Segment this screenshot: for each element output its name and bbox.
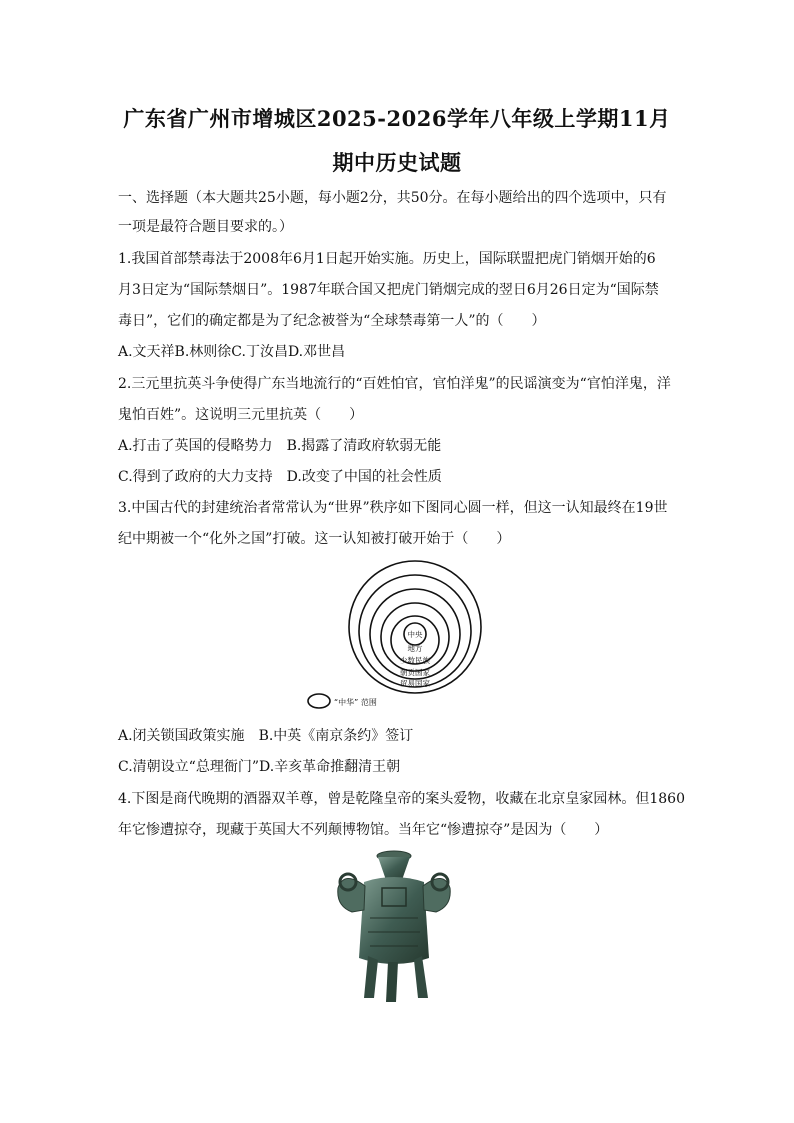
ram-head-left — [338, 878, 365, 912]
vessel-leg-right — [414, 956, 428, 998]
vessel-leg-left — [364, 956, 378, 998]
question-2-line1: 2.三元里抗英斗争使得广东当地流行的“百姓怕官，官怕洋鬼”的民谣演变为“官怕洋鬼，洋 — [118, 376, 671, 392]
exam-title-line1: 广东省广州市增城区2025-2026学年八年级上学期11月 — [123, 106, 671, 131]
ring-label-tributary: 朝贡国家 — [400, 668, 430, 677]
question-2-options-row2 — [118, 467, 678, 487]
ring-label-minorities: 少数民族 — [400, 656, 430, 665]
question-2-options-row1 — [118, 436, 678, 456]
legend-ellipse — [308, 694, 330, 708]
question-3-option-a: A.闭关锁国政策实施 — [118, 728, 245, 744]
concentric-circles-figure — [300, 560, 510, 710]
section-instruction-line2: 一项是最符合题目要求的。） — [118, 219, 293, 235]
question-2-option-c: C.得到了政府的大力支持 — [118, 469, 273, 485]
question-4-line1: 4.下图是商代晚期的酒器双羊尊，曾是乾隆皇帝的案头爱物，收藏在北京皇家园林。但1860 — [118, 791, 685, 807]
question-3-option-d: D.辛亥革命推翻清王朝 — [258, 759, 401, 775]
question-4-line2: 年它惨遭掠夺，现藏于英国大不列颠博物馆。当年它“惨遭掠夺”是因为（ ） — [118, 822, 609, 838]
section-instruction-line1: 一、选择题（本大题共25小题，每小题2分，共50分。在每小题给出的四个选项中，只有 — [118, 190, 667, 206]
figure-legend-label: “中华” 范围 — [334, 698, 377, 707]
ring-label-trade: 贸易国家 — [400, 679, 430, 688]
question-2-option-d: D.改变了中国的社会性质 — [286, 469, 442, 485]
exam-title-line2: 期中历史试题 — [332, 150, 462, 175]
question-3-options-row2 — [118, 757, 678, 777]
question-1-line1: 1.我国首部禁毒法于2008年6月1日起开始实施。历史上，国际联盟把虎门销烟开始的6 — [118, 251, 656, 267]
question-3-options-row1 — [118, 726, 678, 746]
question-1-line2: 月3日定为“国际禁烟日”。1987年联合国又把虎门销烟完成的翌日6月26日定为“国际禁 — [118, 282, 659, 298]
ram-head-right — [423, 878, 450, 912]
question-3-option-b: B.中英《南京条约》签订 — [258, 728, 414, 744]
question-2-option-b: B.揭露了清政府软弱无能 — [286, 438, 442, 454]
vessel-neck — [378, 857, 410, 880]
vessel-body — [359, 877, 429, 964]
ring-label-local: 地方 — [407, 644, 423, 653]
double-ram-zun-image — [334, 848, 454, 1006]
question-1-line3: 毒日”，它们的确定都是为了纪念被誉为“全球禁毒第一人”的（ ） — [118, 313, 546, 329]
question-2-option-a: A.打击了英国的侵略势力 — [118, 438, 273, 454]
ring-label-center: 中央 — [407, 630, 423, 639]
question-3-option-c: C.清朝设立“总理衙门” — [118, 759, 259, 775]
vessel-leg-mid — [386, 962, 398, 1002]
question-3-line2: 纪中期被一个“化外之国”打破。这一认知被打破开始于（ ） — [118, 531, 511, 547]
question-3-line1: 3.中国古代的封建统治者常常认为“世界”秩序如下图同心圆一样，但这一认知最终在19世 — [118, 500, 668, 516]
question-2-line2: 鬼怕百姓”。这说明三元里抗英（ ） — [118, 407, 364, 423]
question-1-options: A.文天祥B.林则徐C.丁汝昌D.邓世昌 — [118, 344, 346, 360]
